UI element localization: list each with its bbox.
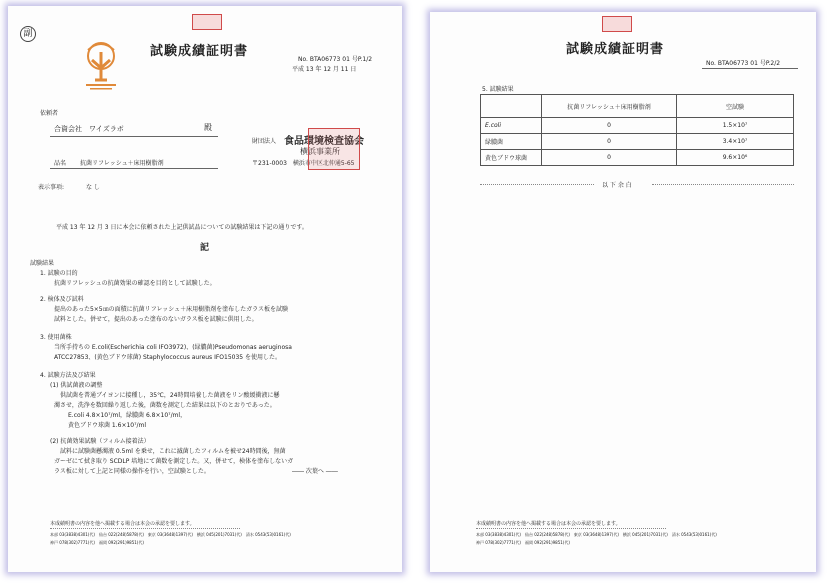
footer-line3-p2: 神戸 078(302)7771(代) 福岡 092(291)9851(代)	[476, 540, 570, 545]
s4-line5: 試料に試験菌懸濁液 0.5ml を乗せ，これに滅菌したフィルムを被せ24時間後，無菌	[60, 448, 286, 455]
requester-name: 合資会社 ワイズラボ	[54, 125, 124, 133]
s3-heading: 3. 使用菌株	[40, 334, 72, 341]
doc-number: No. BTA06773 01 号P.1/2	[298, 56, 373, 63]
continued-note: ―― 次葉へ ――	[292, 468, 338, 475]
row-value-blank: 3.4×10⁷	[677, 134, 794, 150]
table-header-col2: 空試験	[677, 95, 794, 118]
table-header-blank	[481, 95, 542, 118]
table-row	[481, 118, 794, 134]
s2-line1: 提出のあった5×5㎝の面積に抗菌リフレッシュ＋床用樹脂剤を塗布したガラス板を試験	[54, 306, 289, 313]
seal-stamp-issuer	[308, 128, 360, 170]
honorific: 殿	[204, 123, 212, 132]
association-logo	[78, 40, 124, 92]
table-row	[481, 150, 794, 166]
s4-line3: E.coli 4.8×10⁷/ml，緑膿菌 6.8×10⁷/ml，	[68, 412, 187, 419]
seal-stamp-top-p2	[602, 16, 632, 32]
footer-line1-p2: 本成績明書の内容を他へ掲載する場合は本会の承認を要します。	[476, 521, 621, 527]
end-text: 以 下 余 白	[602, 182, 632, 189]
s4-line6: ガーゼにて拭き取り SCDLP 培地にて菌数を測定した。又，併せて，検体を塗布しないガ	[54, 458, 294, 465]
s4-line4: 黄色ブドウ球菌 1.6×10⁷/ml	[68, 422, 147, 429]
s4-sub1: (1) 供試菌液の調整	[50, 382, 103, 389]
doc-number-p2: No. BTA06773 01 号P.2/2	[706, 60, 781, 67]
product-label: 品名	[54, 160, 67, 167]
end-rule-left	[480, 184, 594, 185]
issuer-address: 〒231-0003 横浜市中区北仲通5-65	[252, 160, 355, 167]
s1-heading: 1. 試験の目的	[40, 270, 78, 277]
requester-underline	[50, 136, 218, 137]
results-table	[480, 94, 794, 166]
row-name: 緑膿菌	[481, 134, 542, 150]
row-value-test: 0	[542, 150, 677, 166]
issuer-name: 食品環境検査協会	[284, 136, 364, 147]
doc-number-underline	[702, 68, 798, 69]
table-header-col1: 抗菌リフレッシュ＋床用樹脂剤	[542, 95, 677, 118]
row-name: E.coli	[481, 118, 542, 134]
footer-divider-p2	[476, 528, 666, 529]
row-value-blank: 1.5×10⁷	[677, 118, 794, 134]
footer-line2: 本部 03(3838)4301(代) 仙台 022(248)5878(代) 東京 03(3648)1397(代) 横浜 045(201)7031(代) 清水 0543(53)0161(代)	[50, 532, 291, 537]
page1-title: 試験成績証明書	[150, 44, 249, 59]
row-value-test: 0	[542, 118, 677, 134]
s4-sub2: (2) 抗菌効果試験（フィルム接着法）	[50, 438, 150, 445]
certificate-page-2	[430, 12, 816, 572]
s4-line2: 濁させ，洗浄を数回繰り返した後，菌数を測定した結果は以下のとおりであった。	[54, 402, 276, 409]
footer-line3: 神戸 078(302)7771(代) 福岡 092(291)9851(代)	[50, 540, 144, 545]
s1-line1: 抗菌リフレッシュの抗菌効果の確認を目的として試験した。	[54, 280, 216, 287]
end-rule-right	[652, 184, 794, 185]
page2-title: 試験成績証明書	[566, 42, 665, 57]
product-underline	[50, 168, 218, 169]
ki-heading: 記	[200, 243, 210, 253]
s2-line2: 試料とした。併せて，提出のあった塗布のないガラス板を試験に供用した。	[54, 316, 258, 323]
s3-line1: 当所手持ちの E.coli(Escherichia coli IFO3972)、(緑膿菌)Pseudomonas aeruginosa	[54, 344, 292, 351]
intro-text: 平成 13 年 12 月 3 日に本会に依頼された上記供試品についての試験結果は下記の通りです。	[56, 224, 308, 231]
s2-heading: 2. 検体及び試料	[40, 296, 84, 303]
product-name: 抗菌リフレッシュ＋床用樹脂剤	[80, 160, 164, 167]
s4-line7: ラス板に対して上記と同様の操作を行い，空試験とした。	[54, 468, 210, 475]
s4-heading: 4. 試験方法及び結果	[40, 372, 96, 379]
table-row	[481, 134, 794, 150]
issuer-branch: 横浜事業所	[300, 147, 340, 156]
row-value-test: 0	[542, 134, 677, 150]
certificate-page-1	[8, 6, 402, 572]
s3-line2: ATCC27853、(黄色ブドウ球菌) Staphylococcus aureus IFO15035 を使用した。	[54, 354, 282, 361]
row-name: 黄色ブドウ球菌	[481, 150, 542, 166]
notes-value: な し	[86, 184, 100, 191]
results-section-heading: 5. 試験結果	[482, 86, 514, 93]
s4-line1: 供試菌を普通ブイヨンに接種し，35℃，24時間培養した菌液をリン酸緩衝液に懸	[60, 392, 280, 399]
seal-stamp-top	[192, 14, 222, 30]
footer-line2-p2: 本部 03(3838)4301(代) 仙台 022(248)5878(代) 東京 03(3648)1397(代) 横浜 045(201)7031(代) 清水 0543(53)0161(代)	[476, 532, 717, 537]
results-heading: 試験結果	[30, 260, 55, 267]
issuer-type: 財団法人	[252, 138, 277, 145]
row-value-blank: 9.6×10⁶	[677, 150, 794, 166]
table-header-row	[481, 95, 794, 118]
copy-mark: 副	[20, 26, 36, 42]
requester-label: 依頼者	[40, 110, 59, 117]
issue-date: 平成 13 年 12 月 11 日	[292, 66, 357, 73]
footer-divider	[50, 528, 240, 529]
footer-line1: 本成績明書の内容を他へ掲載する場合は本会の承認を要します。	[50, 521, 195, 527]
notes-label: 表示事項:	[38, 184, 65, 191]
